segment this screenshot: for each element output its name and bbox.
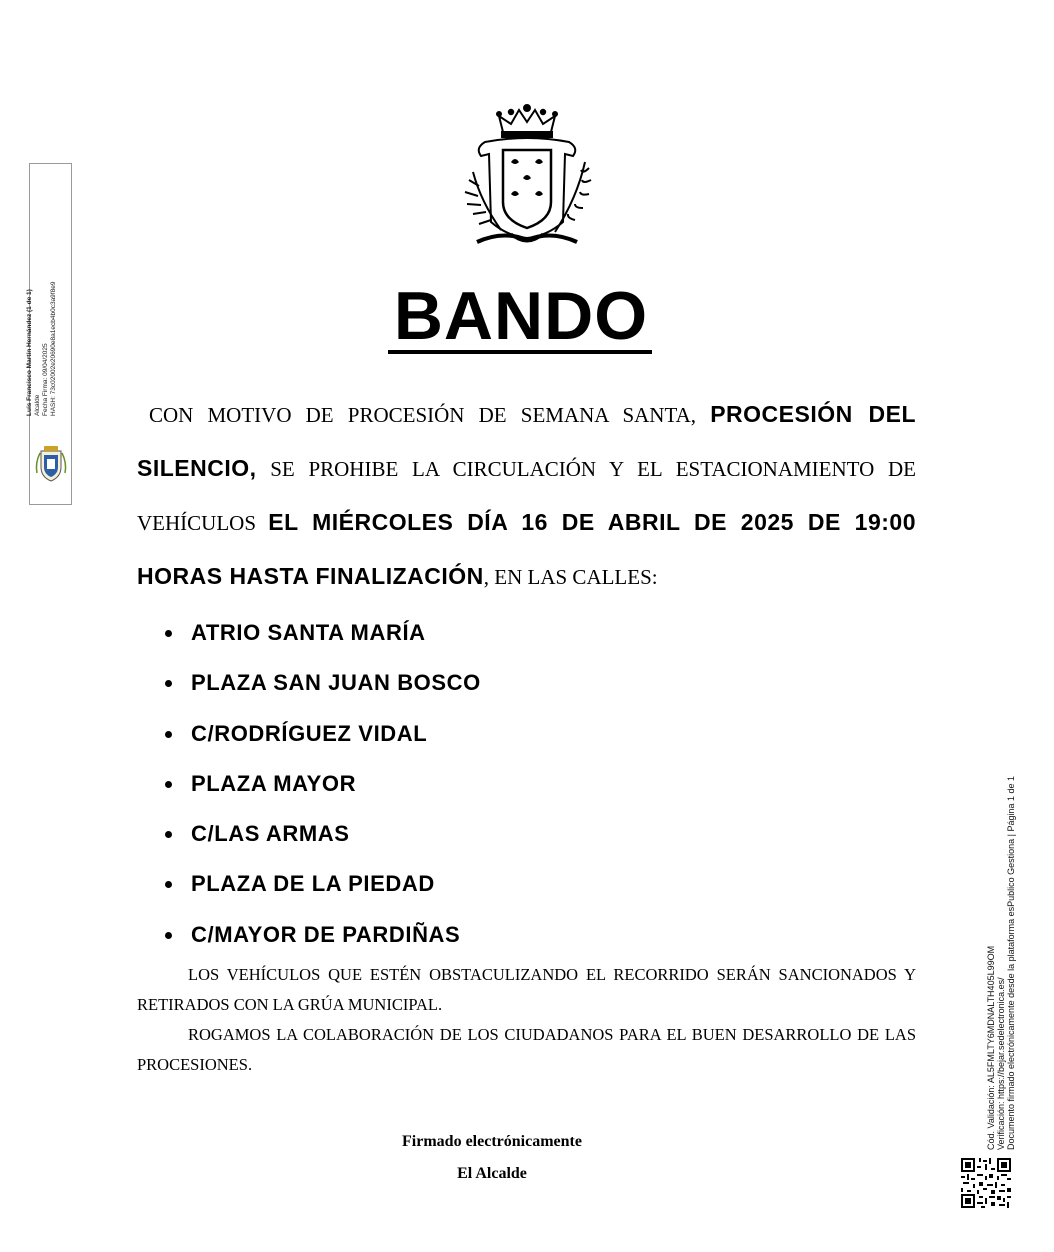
intro-text-2: SE PROHIBE LA CIRCULACIÓN Y EL ESTACIONAMIENTO DE VEHÍCULOS bbox=[137, 457, 916, 535]
signer-role: Alcalde bbox=[34, 394, 41, 416]
list-item: C/MAYOR DE PARDIÑAS bbox=[137, 910, 916, 960]
intro-text-3: , EN LAS CALLES: bbox=[483, 565, 658, 589]
street-list bbox=[137, 608, 916, 960]
signer-name: Luis Francisco Martín Hernández (1 de 1) bbox=[26, 289, 33, 416]
bullet-icon bbox=[165, 731, 172, 738]
coat-of-arms-icon bbox=[447, 102, 607, 256]
list-item: PLAZA SAN JUAN BOSCO bbox=[137, 658, 916, 708]
list-item: C/RODRÍGUEZ VIDAL bbox=[137, 709, 916, 759]
mayor-signature: El Alcalde bbox=[457, 1165, 527, 1182]
verification-url: Verificación: https://bejar.sedelectronica.es/ bbox=[996, 977, 1006, 1150]
title-text: BANDO bbox=[388, 284, 652, 354]
signature-hash: HASH: 73c02002e20690e8a1ecb4b0c3a9f8e9 bbox=[50, 281, 57, 416]
bullet-icon bbox=[165, 881, 172, 888]
list-item: ATRIO SANTA MARÍA bbox=[137, 608, 916, 658]
document-body bbox=[137, 388, 916, 1080]
list-item: PLAZA DE LA PIEDAD bbox=[137, 859, 916, 909]
notice-vehicles: LOS VEHÍCULOS QUE ESTÉN OBSTACULIZANDO EL RECORRIDO SERÁN SANCIONADOS Y RETIRADOS CON LA GRÚA MUNICIPAL. bbox=[137, 965, 916, 1015]
bullet-icon bbox=[165, 831, 172, 838]
signed-electronically: Firmado electrónicamente bbox=[402, 1133, 582, 1150]
list-item: PLAZA MAYOR bbox=[137, 759, 916, 809]
list-item: C/LAS ARMAS bbox=[137, 809, 916, 859]
municipal-seal-icon bbox=[34, 443, 68, 483]
intro-bold-2: EL MIÉRCOLES DÍA 16 DE ABRIL DE 2025 DE 19:00 HORAS HASTA FINALIZACIÓN bbox=[137, 509, 916, 589]
intro-paragraph bbox=[137, 388, 916, 604]
validation-code: Cód. Validación: AL5FMLTY6MDNALTH405L99OM bbox=[986, 945, 996, 1150]
intro-text-1: CON MOTIVO DE PROCESIÓN DE SEMANA SANTA, bbox=[149, 403, 697, 427]
platform-note: Documento firmado electrónicamente desde la plataforma esPublico Gestiona | Página 1 de 1 bbox=[1006, 775, 1016, 1150]
intro-bold-1: PROCESIÓN DEL SILENCIO, bbox=[137, 401, 917, 481]
notice-collaboration: ROGAMOS LA COLABORACIÓN DE LOS CIUDADANOS PARA EL BUEN DESARROLLO DE LAS PROCESIONES. bbox=[137, 1025, 916, 1075]
signature-date: Fecha Firma: 09/04/2025 bbox=[42, 343, 49, 416]
bullet-icon bbox=[165, 630, 172, 637]
bullet-icon bbox=[165, 932, 172, 939]
validation-info bbox=[986, 770, 1016, 1150]
bullet-icon bbox=[165, 680, 172, 687]
page-title bbox=[0, 280, 1040, 354]
bullet-icon bbox=[165, 781, 172, 788]
